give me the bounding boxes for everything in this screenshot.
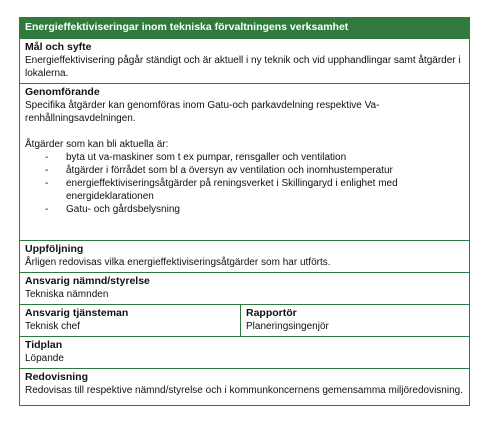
section-responsible-board bbox=[20, 272, 469, 304]
reporter-heading: Rapportör bbox=[246, 307, 297, 319]
reporter-text: Planeringsingenjör bbox=[246, 321, 329, 332]
responsible-official-text: Teknisk chef bbox=[25, 321, 81, 332]
list-item: - byta ut va-maskiner som t ex pumpar, rensgaller och ventilation bbox=[45, 151, 464, 164]
section-implementation-intro: Åtgärder som kan bli aktuella är: bbox=[25, 139, 169, 150]
responsible-official bbox=[20, 305, 241, 336]
section-schedule-text: Löpande bbox=[25, 353, 64, 364]
section-reporting bbox=[20, 368, 469, 405]
list-item: - energieffektiviseringsåtgärder på reningsverket i Skillingaryd i enlighet med energideklarationen bbox=[45, 177, 464, 203]
section-goal-text: Energieffektivisering pågår ständigt och är aktuell i ny teknik och vid upphandlingar samt åtgärder i lokalerna. bbox=[25, 55, 461, 79]
section-officials bbox=[20, 304, 469, 336]
list-item: - Gatu- och gårdsbelysning bbox=[45, 203, 464, 216]
section-schedule-heading: Tidplan bbox=[25, 339, 63, 351]
section-goal bbox=[20, 38, 469, 83]
measures-list bbox=[25, 151, 464, 216]
section-follow-up-text: Årligen redovisas vilka energieffektiviseringsåtgärder som har utförts. bbox=[25, 257, 331, 268]
action-plan-card bbox=[19, 17, 470, 406]
card-title: Energieffektiviseringar inom tekniska förvaltningens verksamhet bbox=[20, 18, 469, 38]
section-schedule bbox=[20, 336, 469, 368]
section-responsible-board-text: Tekniska nämnden bbox=[25, 289, 109, 300]
section-reporting-text: Redovisas till respektive nämnd/styrelse och i kommunkoncernens gemensamma miljöredovisning. bbox=[25, 385, 463, 396]
section-implementation-heading: Genomförande bbox=[25, 86, 100, 98]
section-goal-heading: Mål och syfte bbox=[25, 41, 92, 53]
section-reporting-heading: Redovisning bbox=[25, 371, 89, 383]
section-follow-up bbox=[20, 240, 469, 272]
section-implementation bbox=[20, 83, 469, 240]
reporter bbox=[241, 305, 469, 336]
section-responsible-board-heading: Ansvarig nämnd/styrelse bbox=[25, 275, 150, 287]
list-item: - åtgärder i förrådet som bl a översyn av ventilation och inomhustemperatur bbox=[45, 164, 464, 177]
section-follow-up-heading: Uppföljning bbox=[25, 243, 84, 255]
section-implementation-text: Specifika åtgärder kan genomföras inom Gatu-och parkavdelning respektive Va-renhållningsavdelningen. bbox=[25, 100, 380, 124]
responsible-official-heading: Ansvarig tjänsteman bbox=[25, 307, 129, 319]
